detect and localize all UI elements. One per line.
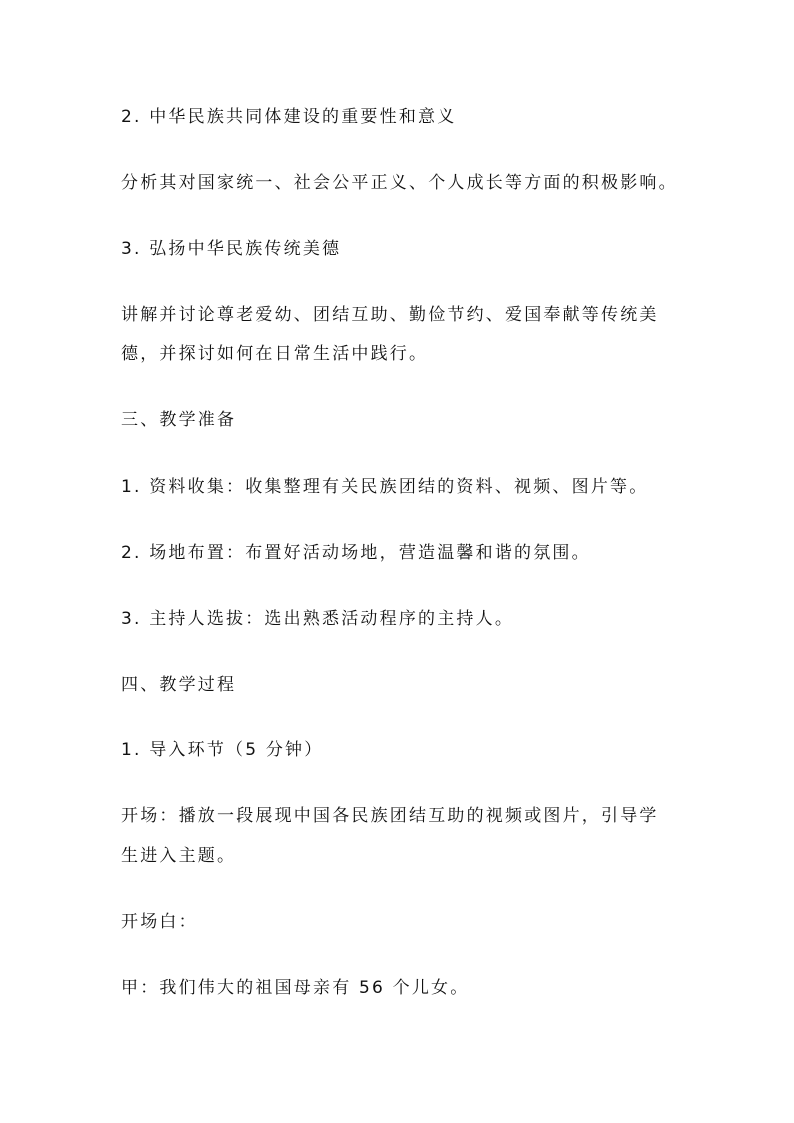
paragraph-opening-line-1: 开场：播放一段展现中国各民族团结互助的视频或图片，引导学 [121,806,659,826]
subheading-traditional-virtues: 3. 弘扬中华民族传统美德 [121,239,342,259]
paragraph-analysis: 分析其对国家统一、社会公平正义、个人成长等方面的积极影响。 [121,173,678,193]
section-heading-preparation: 三、教学准备 [121,410,237,430]
paragraph-virtues-line-1: 讲解并讨论尊老爱幼、团结互助、勤俭节约、爱国奉献等传统美 [121,305,659,325]
list-item-host: 3. 主持人选拔：选出熟悉活动程序的主持人。 [121,609,515,629]
subheading-introduction: 1. 导入环节（5 分钟） [121,740,324,760]
dialogue-line-a: 甲：我们伟大的祖国母亲有 56 个儿女。 [121,978,470,998]
paragraph-opening-line-2: 生进入主题。 [121,846,237,866]
subheading-community-significance: 2. 中华民族共同体建设的重要性和意义 [121,107,457,127]
list-item-venue: 2. 场地布置：布置好活动场地，营造温馨和谐的氛围。 [121,543,591,563]
list-item-materials: 1. 资料收集：收集整理有关民族团结的资料、视频、图片等。 [121,477,649,497]
paragraph-virtues-line-2: 德，并探讨如何在日常生活中践行。 [121,344,429,364]
label-opening-remarks: 开场白： [121,912,198,932]
section-heading-process: 四、教学过程 [121,675,237,695]
